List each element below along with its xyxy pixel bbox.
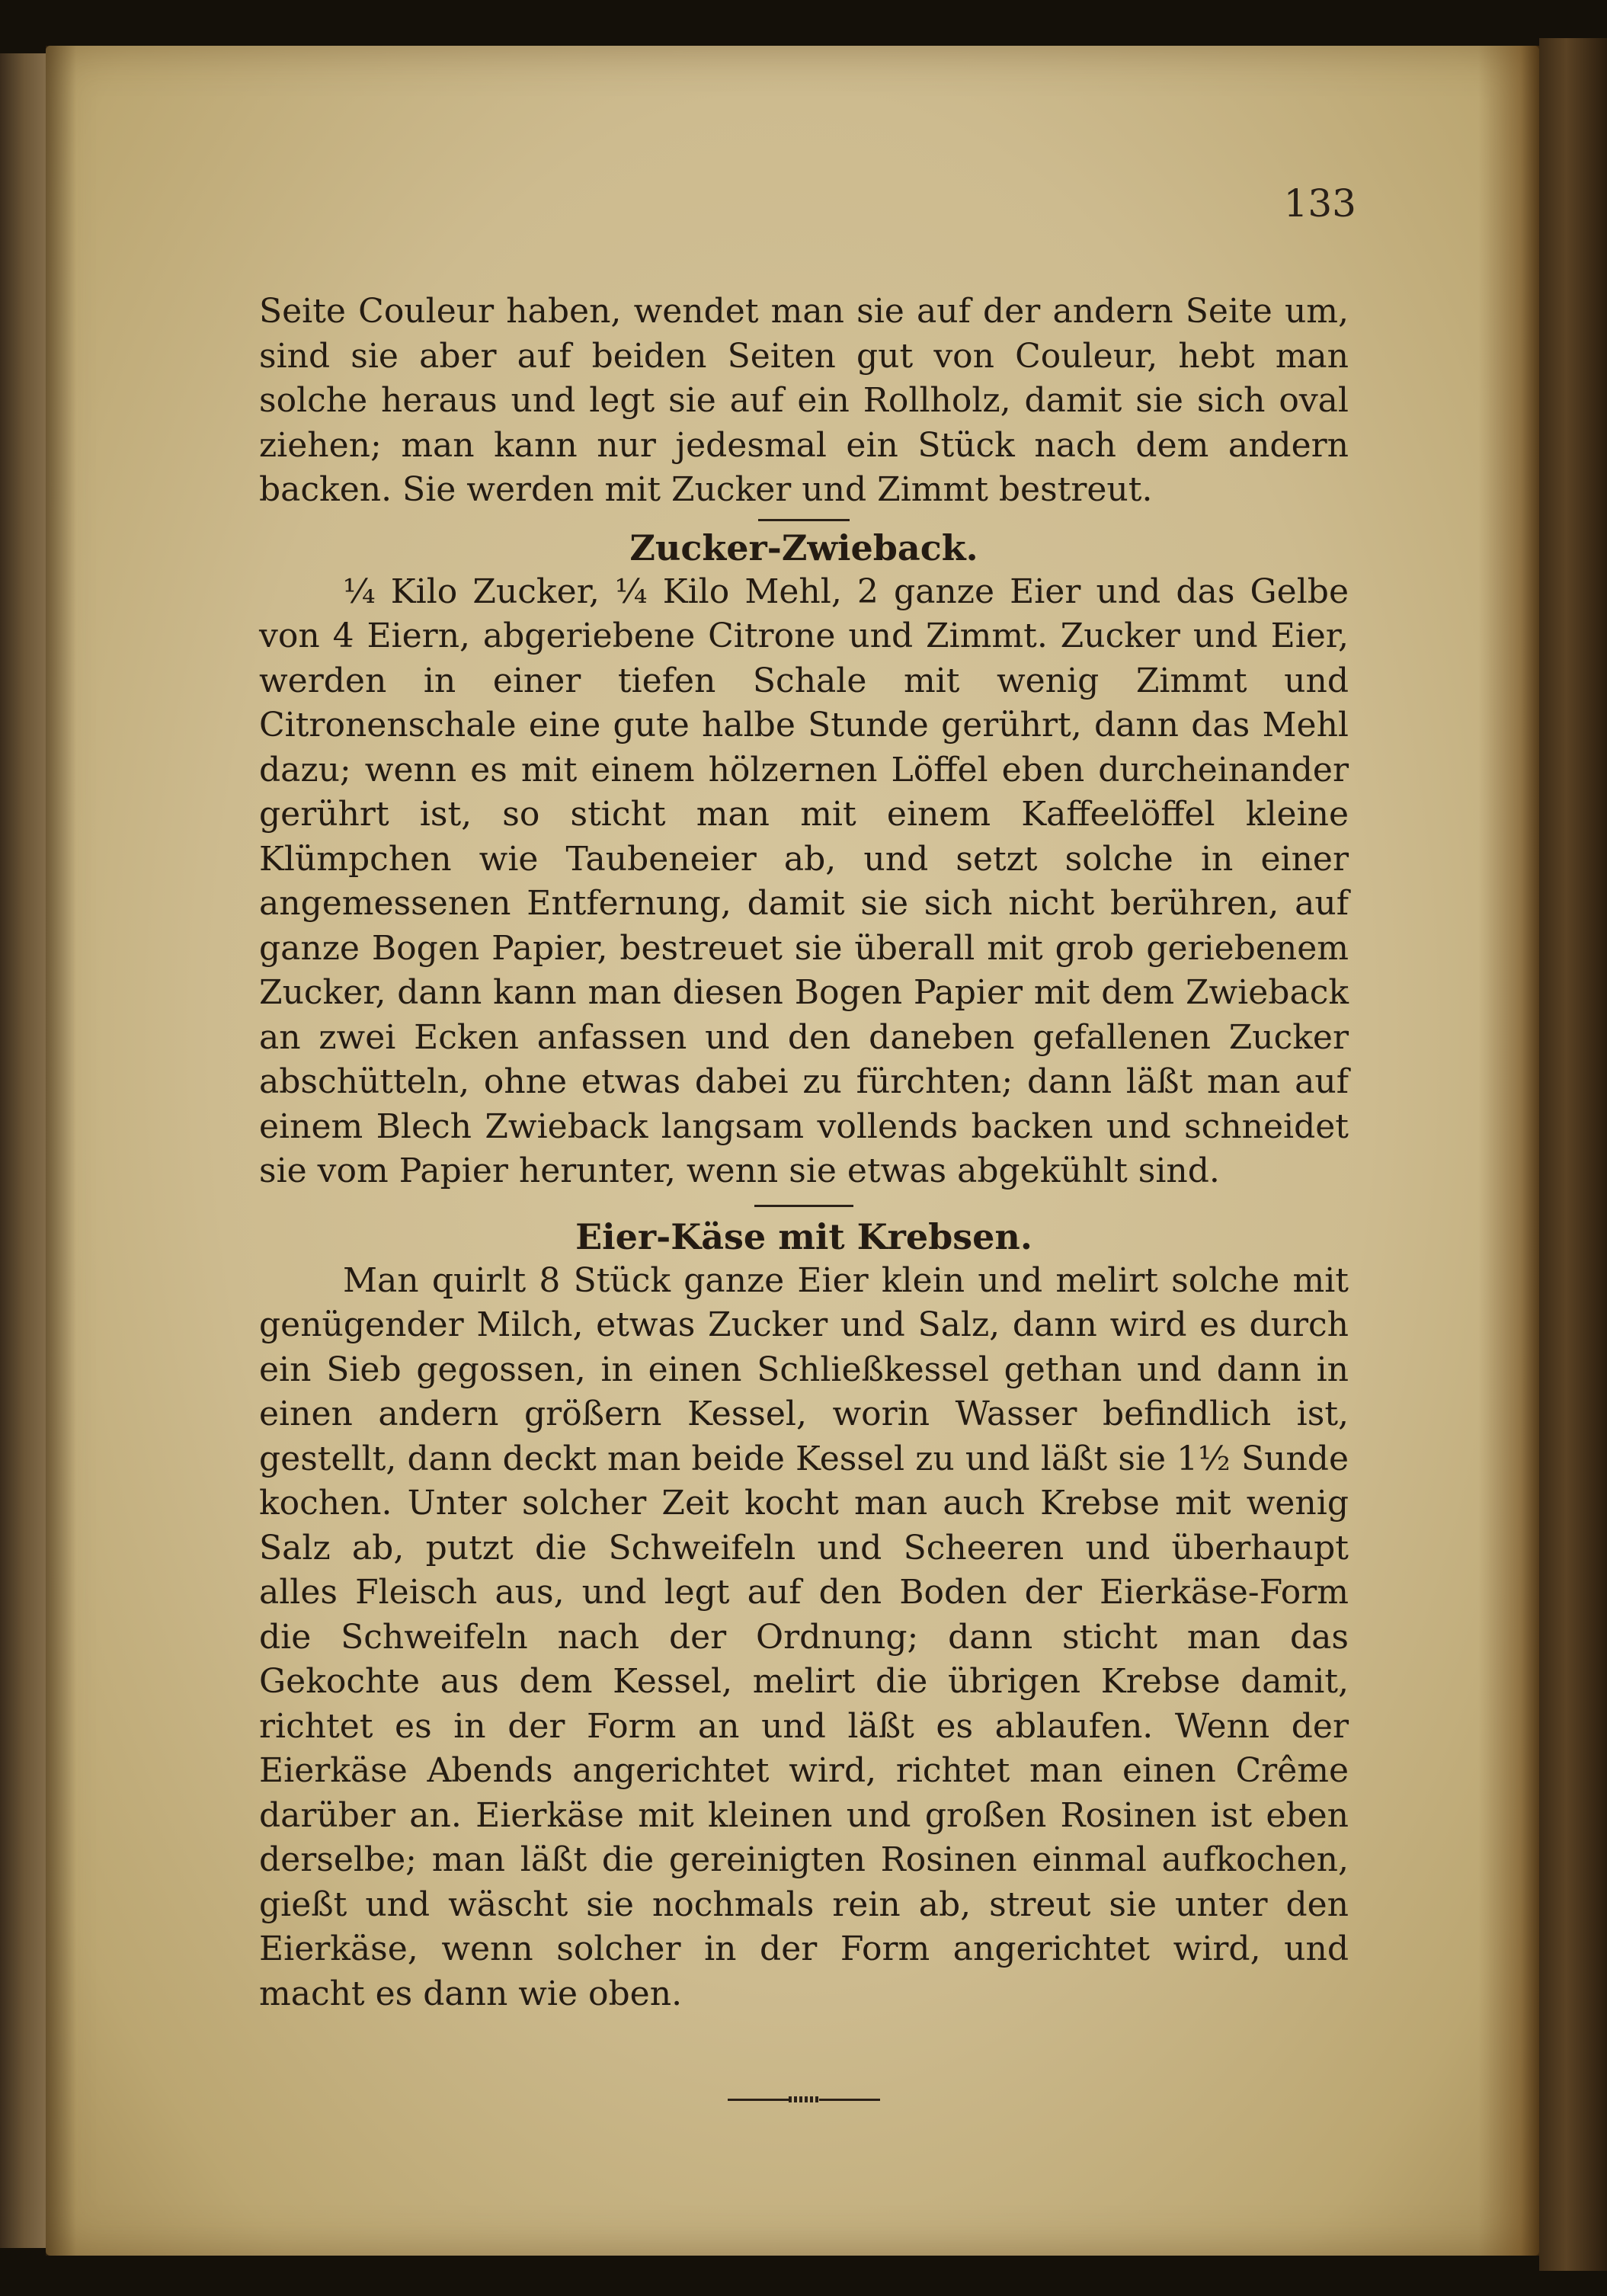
gutter-shadow	[46, 46, 76, 2256]
end-ornament	[728, 2096, 880, 2103]
book-cover-edge	[1539, 38, 1607, 2271]
recipe-body-eierkaese: Man quirlt 8 Stück ganze Eier klein und melirt solche mit genügender Milch, etwas Zucker und Salz, dann wird es durch ein Sieb gegossen, in einen Schließkessel gethan und dann in einen andern größern Kessel, worin Wasser befindlich ist, gestellt, dann deckt man beide Kessel zu und läßt sie 1½ Sunde kochen. Unter solcher Zeit kocht man auch Krebse mit wenig Salz ab, putzt die Schweifeln und Scheeren und überhaupt alles Fleisch aus, und legt auf den Boden der Eierkäse-Form die Schweifeln nach der Ordnung; dann sticht man das Gekochte aus dem Kessel, melirt die übrigen Krebse damit, richtet es in der Form an und läßt es ablaufen. Wenn der Eierkäse Abends angerichtet wird, richtet man einen Crême darüber an. Eierkäse mit kleinen und großen Rosinen ist eben derselbe; man läßt die gereinigten Rosinen einmal aufkochen, gießt und wäscht sie nochmals rein ab, streut sie unter den Eierkäse, wenn solcher in der Form angerichtet wird, und macht es dann wie oben.	[259, 1260, 1349, 2013]
section-divider	[758, 519, 850, 521]
continuation-paragraph: Seite Couleur haben, wendet man sie auf der andern Seite um, sind sie aber auf beiden Seiten gut von Couleur, hebt man solche heraus und legt sie auf ein Rollholz, damit sie sich oval ziehen; man kann nur jedesmal ein Stück nach dem andern backen. Sie werden mit Zucker und Zimmt bestreut.	[259, 292, 1349, 509]
section-divider	[754, 1205, 853, 1207]
recipe-heading-zwieback: Zucker-Zwieback.	[629, 527, 978, 568]
page-text	[259, 290, 1349, 2016]
recipe-heading-eierkaese: Eier-Käse mit Krebsen.	[575, 1215, 1032, 1257]
page-number: 133	[1283, 181, 1356, 226]
ornament-center	[789, 2096, 819, 2102]
page-edge-shading	[1478, 46, 1539, 2256]
ornament-line-right	[819, 2099, 880, 2101]
recipe-body-zwieback: ¼ Kilo Zucker, ¼ Kilo Mehl, 2 ganze Eier und das Gelbe von 4 Eiern, abgeriebene Citrone und Zimmt. Zucker und Eier, werden in einer tiefen Schale mit wenig Zimmt und Citronenschale eine gute halbe Stunde gerührt, dann das Mehl dazu; wenn es mit einem hölzernen Löffel eben durcheinander gerührt ist, so sticht man mit einem Kaffeelöffel kleine Klümpchen wie Taubeneier ab, und setzt solche in einer angemessenen Entfernung, damit sie sich nicht berühren, auf ganze Bogen Papier, bestreuet sie überall mit grob geriebenem Zucker, dann kann man diesen Bogen Papier mit dem Zwieback an zwei Ecken anfassen und den daneben gefallenen Zucker abschütteln, ohne etwas dabei zu fürchten; dann läßt man auf einem Blech Zwieback langsam vollends backen und schneidet sie vom Papier herunter, wenn sie etwas abgekühlt sind.	[259, 572, 1349, 1190]
ornament-line-left	[728, 2099, 789, 2101]
